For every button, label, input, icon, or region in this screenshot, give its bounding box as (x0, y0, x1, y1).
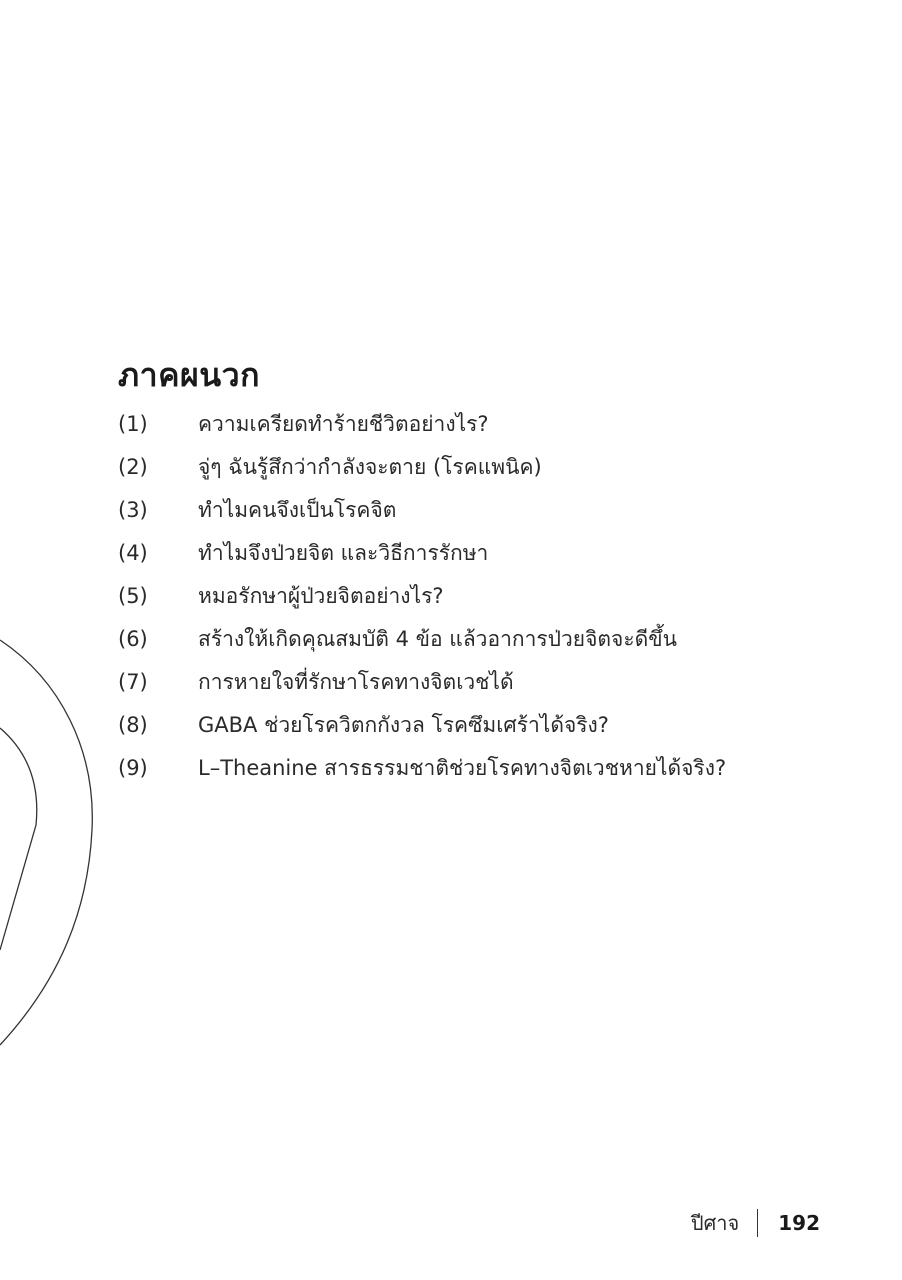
list-item (118, 618, 858, 661)
item-number: (5) (118, 584, 148, 608)
item-title: จู่ๆ ฉันรู้สึกว่ากำลังจะตาย (โรคแพนิค) (198, 455, 542, 479)
item-number: (8) (118, 713, 148, 737)
item-title: การหายใจที่รักษาโรคทางจิตเวชได้ (198, 670, 514, 694)
list-item (118, 747, 858, 790)
item-title: สร้างให้เกิดคุณสมบัติ 4 ข้อ แล้วอาการป่วยจิตจะดีขึ้น (198, 627, 677, 651)
item-number: (3) (118, 498, 148, 522)
page-footer (691, 1206, 820, 1240)
item-number: (1) (118, 412, 148, 436)
list-item (118, 704, 858, 747)
appendix-list (118, 403, 858, 790)
list-item (118, 575, 858, 618)
list-item (118, 446, 858, 489)
page-number: 192 (778, 1211, 820, 1235)
decorative-arc-lines (0, 0, 110, 1280)
item-number: (4) (118, 541, 148, 565)
item-title: ทำไมจึงป่วยจิต และวิธีการรักษา (198, 541, 489, 565)
appendix-title: ภาคผนวก (118, 356, 260, 394)
item-number: (2) (118, 455, 148, 479)
item-title: L–Theanine สารธรรมชาติช่วยโรคทางจิตเวชหายได้จริง? (198, 756, 727, 780)
item-title: หมอรักษาผู้ป่วยจิตอย่างไร? (198, 584, 444, 608)
item-number: (6) (118, 627, 148, 651)
list-item (118, 403, 858, 446)
inner-arc-line (0, 728, 37, 950)
running-title: ปีศาจ (690, 1211, 740, 1235)
item-title: GABA ช่วยโรควิตกกังวล โรคซึมเศร้าได้จริง? (198, 713, 609, 737)
list-item (118, 661, 858, 704)
outer-arc-line (0, 640, 92, 1045)
item-title: ทำไมคนจึงเป็นโรคจิต (198, 498, 397, 522)
item-number: (7) (118, 670, 148, 694)
list-item (118, 532, 858, 575)
list-item (118, 489, 858, 532)
item-title: ความเครียดทำร้ายชีวิตอย่างไร? (198, 412, 489, 436)
item-number: (9) (118, 756, 148, 780)
footer-divider (757, 1209, 758, 1237)
